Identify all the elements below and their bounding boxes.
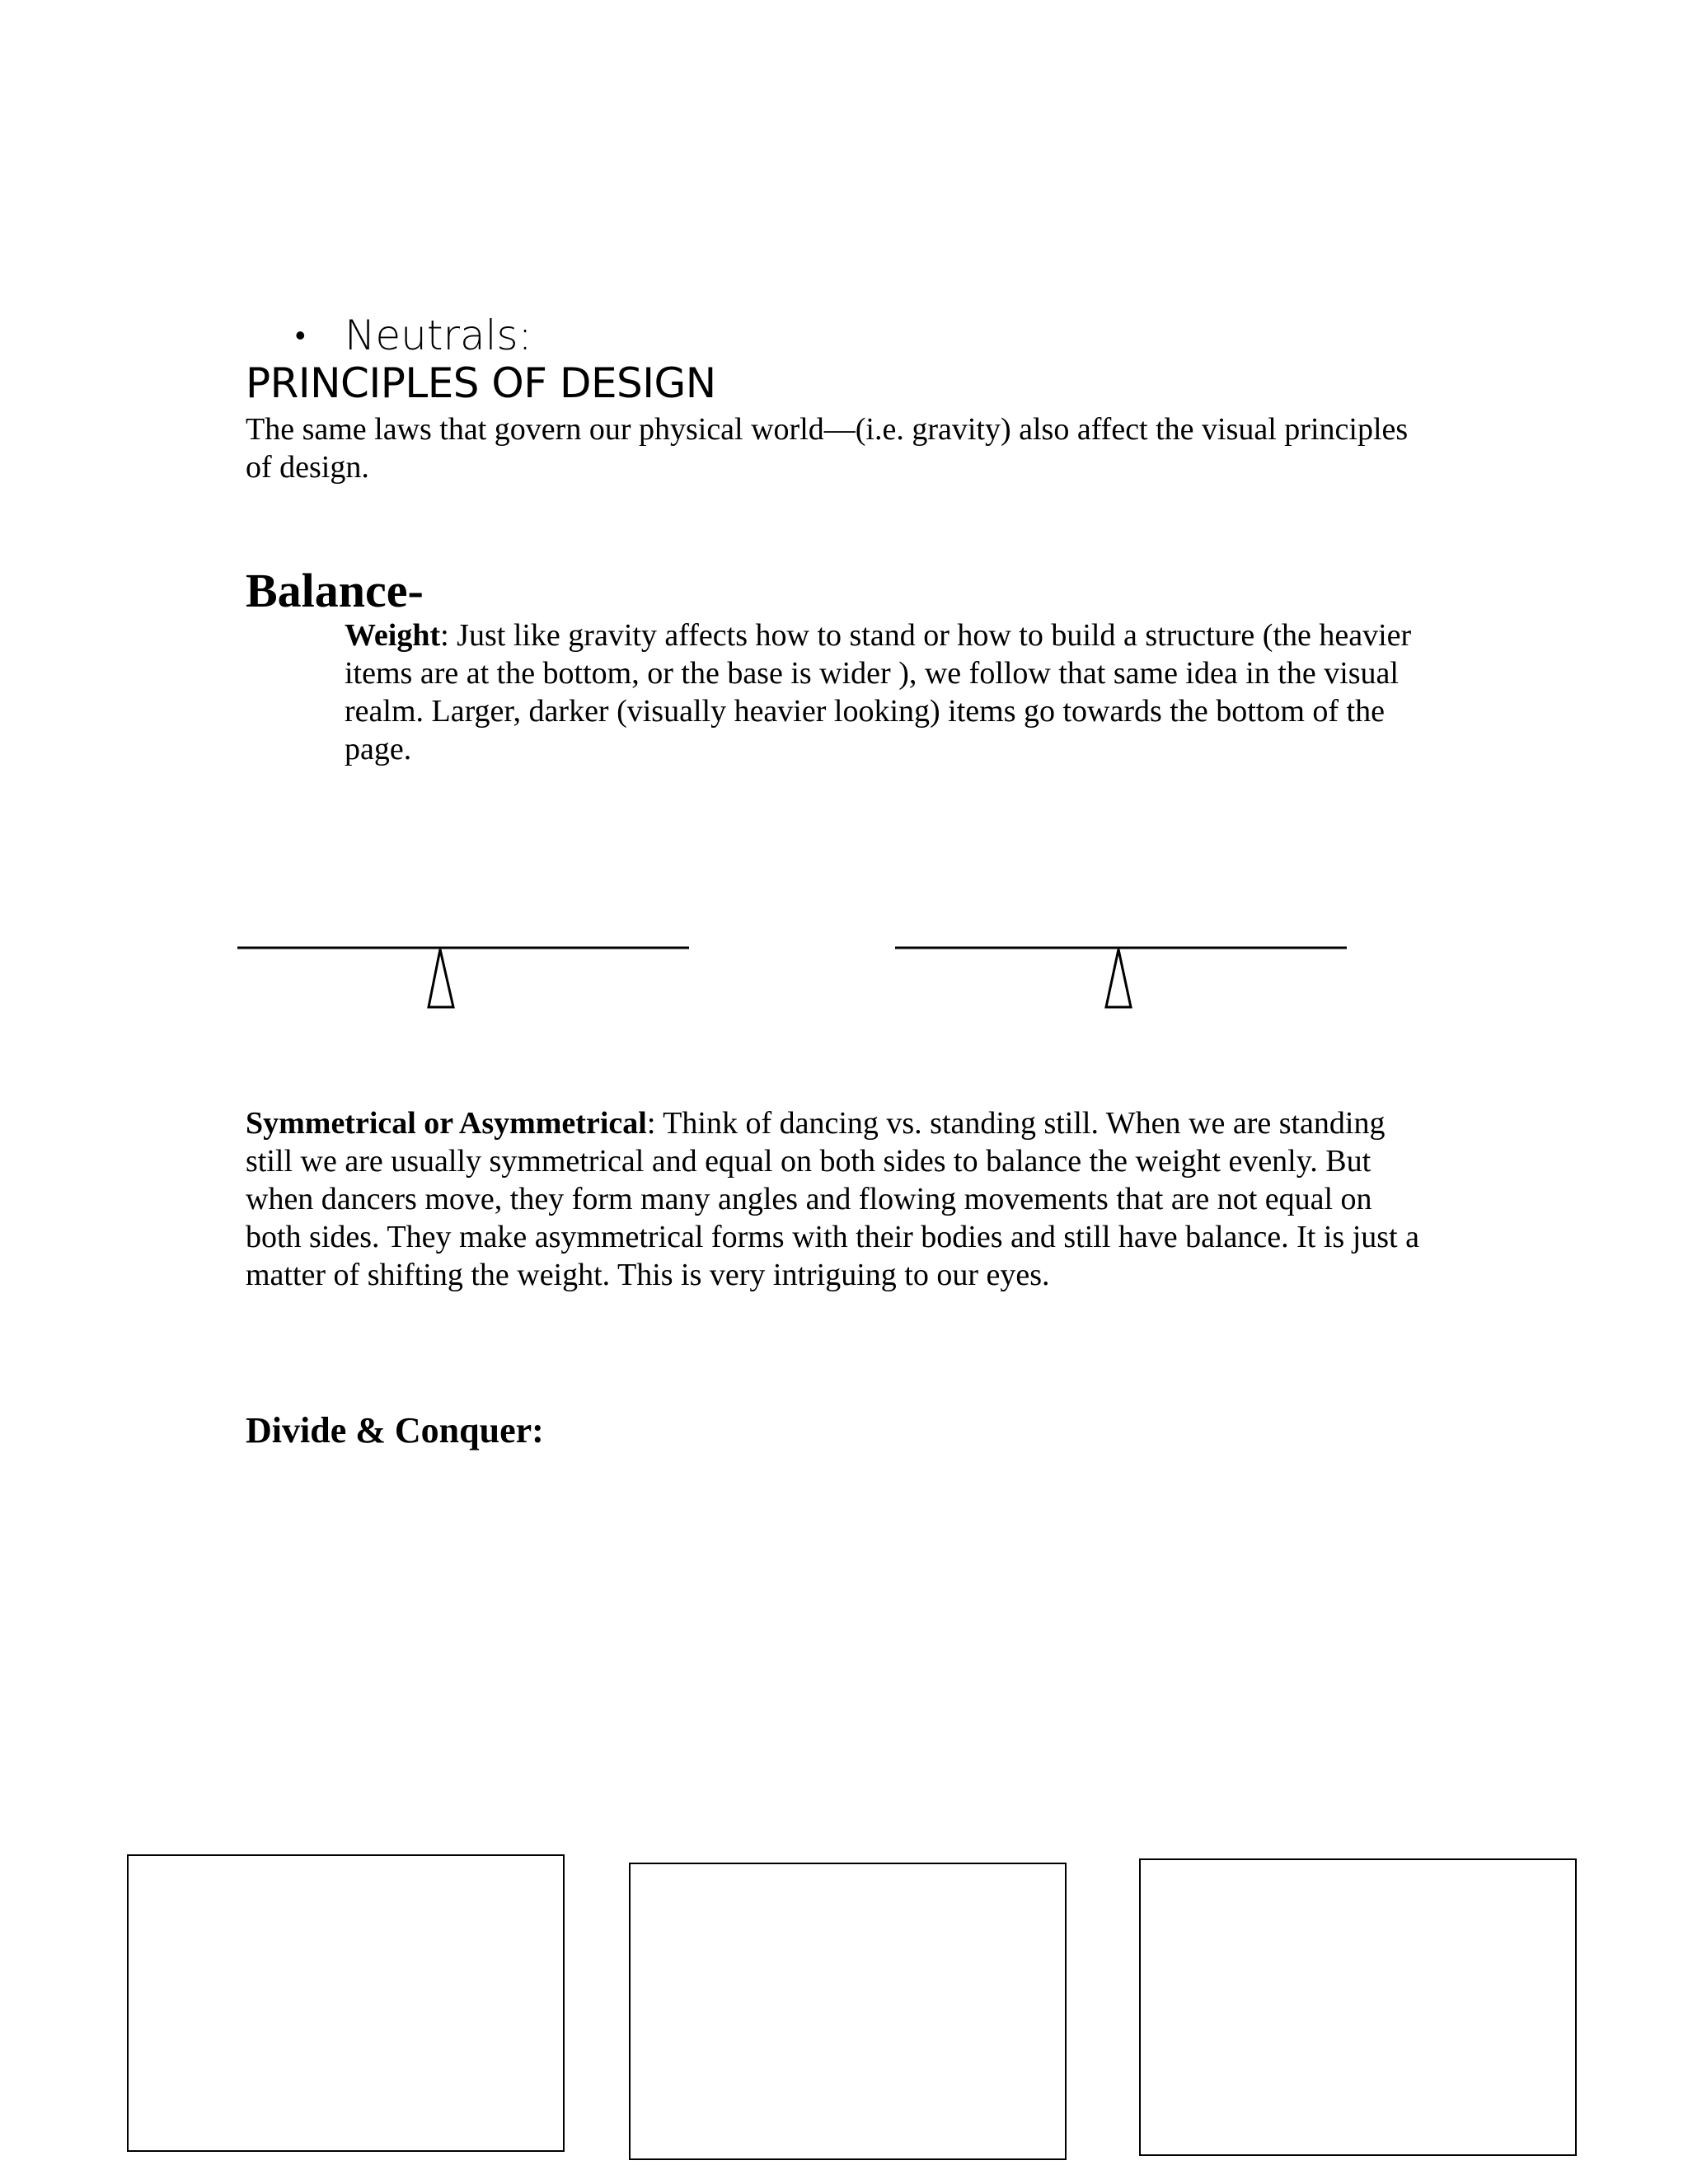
weight-text: : Just like gravity affects how to stand or how to build a structure (the heavier items are at the bottom, or the base is wider ), we follow that same idea in the visual realm. Larger, darker (visually heavier looking) items go towards the bottom of the page. (345, 618, 1412, 766)
weight-term: Weight (345, 618, 441, 653)
symmetry-term: Symmetrical or Asymmetrical (246, 1106, 647, 1141)
seesaw-right (895, 948, 1347, 1007)
drawing-box-1 (127, 1854, 565, 2152)
symmetry-paragraph (246, 1104, 1432, 1294)
seesaw-left-fulcrum (429, 949, 453, 1007)
bullet-marker: • (295, 319, 306, 353)
symmetry-text: : Think of dancing vs. standing still. When we are standing still we are usually symmetrical and equal on both sides to balance the weight evenly. But when dancers move, they form many angles and flowing movements that are not equal on both sides. They make asymmetrical forms with their bodies and still have balance. It is just a matter of shifting the weight. This is very intriguing to our eyes. (246, 1106, 1419, 1292)
bullet-item-neutrals (295, 307, 532, 364)
seesaw-left (237, 948, 689, 1007)
seesaw-diagrams (0, 931, 1688, 1030)
intro-paragraph: The same laws that govern our physical world—(i.e. gravity) also affect the visual principles of design. (246, 412, 1409, 485)
divide-conquer-heading: Divide & Conquer: (246, 1410, 544, 1451)
balance-heading: Balance- (246, 564, 424, 617)
section-title: PRINCIPLES OF DESIGN (246, 359, 716, 407)
bullet-text: Neutrals: (345, 312, 532, 359)
weight-paragraph (345, 616, 1432, 768)
drawing-box-2 (629, 1863, 1067, 2160)
seesaw-right-fulcrum (1106, 949, 1131, 1007)
drawing-box-3 (1139, 1858, 1577, 2156)
